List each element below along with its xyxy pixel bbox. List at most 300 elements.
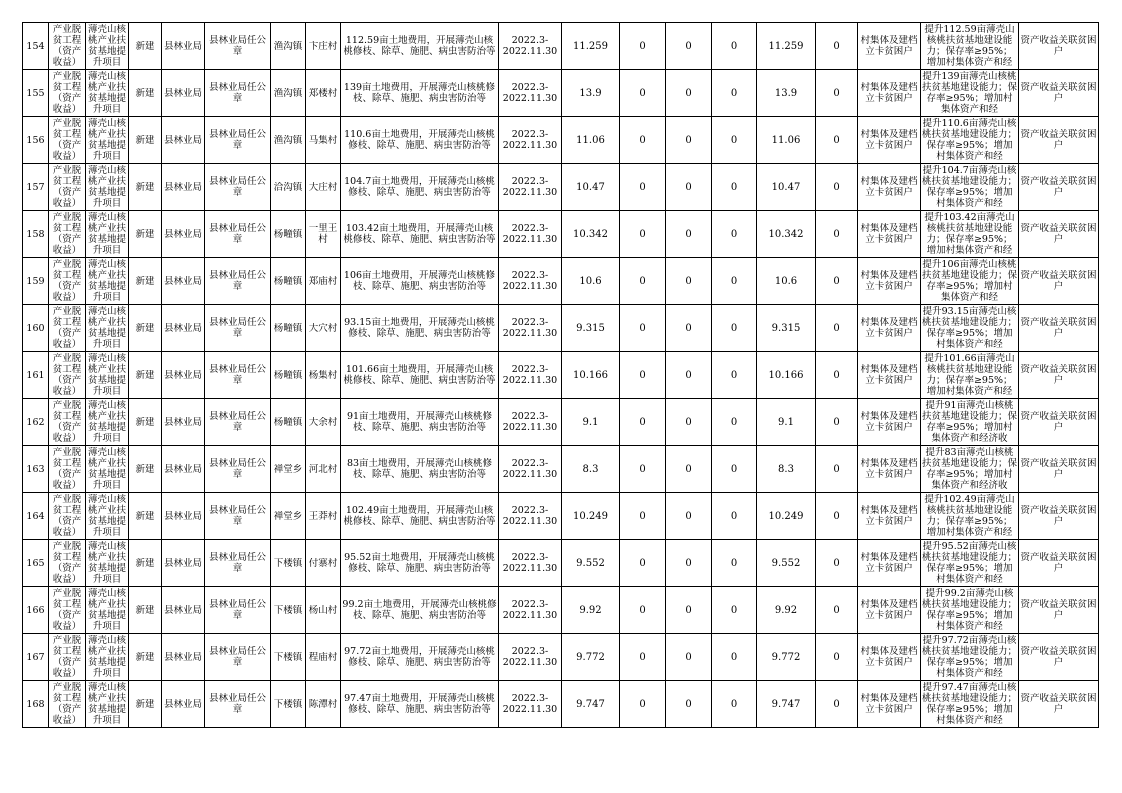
fund-central-cell	[620, 446, 666, 493]
responsible-unit-text: 县林业局	[163, 322, 202, 334]
town-cell	[271, 164, 306, 211]
project-name-cell	[86, 70, 129, 117]
fund-city-text: 0	[730, 369, 738, 381]
fund-province-text: 0	[685, 87, 692, 99]
fund-province-cell	[666, 540, 712, 587]
project-name-text: 薄壳山核桃产业扶贫基地提升项目	[87, 353, 126, 397]
fund-province-cell	[666, 211, 712, 258]
fund-city-cell	[712, 70, 757, 117]
performance-goal-cell	[921, 164, 1019, 211]
project-name-cell	[86, 258, 129, 305]
schedule-text: 2022.3-2022.11.30	[502, 82, 558, 104]
link-mechanism-text: 资产收益关联贫困户	[1020, 646, 1097, 668]
total-fund-cell	[562, 305, 620, 352]
responsible-person-cell	[205, 117, 271, 164]
village-cell	[306, 681, 341, 728]
row-number-text: 157	[26, 181, 45, 193]
village-text: 马集村	[308, 134, 338, 146]
responsible-unit-cell	[162, 681, 205, 728]
build-type-cell	[129, 681, 162, 728]
town-text: 下楼镇	[273, 698, 303, 710]
construction-content-text: 93.15亩土地费用，开展薄壳山核桃修枝、除草、施肥、病虫害防治等	[344, 317, 495, 339]
fund-central-text: 0	[639, 463, 646, 475]
fund-other-text: 0	[833, 181, 840, 193]
link-mechanism-text: 资产收益关联贫困户	[1020, 176, 1097, 198]
performance-goal-cell	[921, 634, 1019, 681]
fund-province-text: 0	[685, 228, 692, 240]
fund-other-cell	[816, 681, 858, 728]
town-text: 杨疃镇	[273, 322, 303, 334]
town-cell	[271, 117, 306, 164]
fund-central-text: 0	[639, 416, 646, 428]
town-cell	[271, 634, 306, 681]
table-row	[23, 399, 1099, 446]
category-text: 产业脱贫工程（资产收益）	[52, 353, 82, 397]
fund-province-cell	[666, 352, 712, 399]
construction-content-text: 99.2亩土地费用，开展薄壳山核桃修枝、除草、施肥、病虫害防治等	[342, 599, 497, 621]
category-cell	[49, 23, 86, 70]
responsible-unit-cell	[162, 258, 205, 305]
fund-province-cell	[666, 258, 712, 305]
schedule-cell	[499, 352, 562, 399]
fund-other-text: 0	[833, 604, 840, 616]
performance-goal-text: 提升101.66亩薄壳山核桃扶贫基地建设能力；保存率≥95%；增加村集体资产和经	[924, 353, 1015, 397]
town-cell	[271, 70, 306, 117]
fund-central-text: 0	[639, 369, 646, 381]
village-cell	[306, 587, 341, 634]
project-name-text: 薄壳山核桃产业扶贫基地提升项目	[87, 400, 126, 444]
responsible-person-text: 县林业局任公章	[208, 82, 266, 104]
fund-other-text: 0	[833, 369, 840, 381]
construction-content-text: 101.66亩土地费用，开展薄壳山核桃修枝、除草、施肥、病虫害防治等	[343, 364, 496, 386]
fund-province-text: 0	[685, 416, 692, 428]
fund-province-text: 0	[685, 557, 692, 569]
fund-province-cell	[666, 587, 712, 634]
project-name-text: 薄壳山核桃产业扶贫基地提升项目	[87, 212, 126, 256]
row-number-cell	[23, 23, 49, 70]
performance-goal-cell	[921, 117, 1019, 164]
build-type-cell	[129, 446, 162, 493]
category-text: 产业脱贫工程（资产收益）	[52, 165, 82, 209]
fund-city-text: 0	[730, 651, 738, 663]
village-cell	[306, 258, 341, 305]
fund-city-cell	[712, 305, 757, 352]
fund-province-cell	[666, 399, 712, 446]
fund-other-cell	[816, 446, 858, 493]
fund-province-cell	[666, 23, 712, 70]
construction-content-cell	[341, 634, 499, 681]
responsible-person-text: 县林业局任公章	[208, 599, 266, 621]
benefit-target-text: 村集体及建档立卡贫困户	[860, 599, 918, 621]
row-number-text: 166	[26, 604, 45, 616]
project-name-text: 薄壳山核桃产业扶贫基地提升项目	[87, 165, 126, 209]
total-fund-cell	[562, 164, 620, 211]
fund-province-cell	[666, 681, 712, 728]
town-cell	[271, 211, 306, 258]
schedule-cell	[499, 399, 562, 446]
performance-goal-cell	[921, 258, 1019, 305]
responsible-person-text: 县林业局任公章	[208, 223, 266, 245]
performance-goal-text: 提升102.49亩薄壳山核桃扶贫基地建设能力；保存率≥95%；增加村集体资产和经	[924, 494, 1015, 538]
village-text: 陈潭村	[308, 698, 338, 710]
fund-province-cell	[666, 164, 712, 211]
construction-content-cell	[341, 352, 499, 399]
performance-goal-cell	[921, 446, 1019, 493]
construction-content-text: 95.52亩土地费用，开展薄壳山核桃修枝、除草、施肥、病虫害防治等	[344, 552, 495, 574]
benefit-target-cell	[858, 164, 921, 211]
fund-other-text: 0	[833, 228, 840, 240]
row-number-cell	[23, 117, 49, 164]
build-type-text: 新建	[135, 181, 155, 193]
village-cell	[306, 23, 341, 70]
schedule-text: 2022.3-2022.11.30	[502, 505, 558, 527]
construction-content-cell	[341, 164, 499, 211]
fund-province-text: 0	[685, 322, 692, 334]
total-fund-text: 11.06	[576, 134, 605, 146]
schedule-cell	[499, 23, 562, 70]
row-number-cell	[23, 211, 49, 258]
benefit-target-text: 村集体及建档立卡贫困户	[860, 223, 918, 245]
schedule-cell	[499, 258, 562, 305]
responsible-unit-cell	[162, 399, 205, 446]
responsible-person-text: 县林业局任公章	[208, 317, 266, 339]
fund-county-cell	[757, 352, 816, 399]
total-fund-cell	[562, 211, 620, 258]
benefit-target-cell	[858, 352, 921, 399]
fund-county-cell	[757, 305, 816, 352]
fund-central-text: 0	[639, 275, 646, 287]
responsible-unit-cell	[162, 23, 205, 70]
responsible-unit-text: 县林业局	[163, 604, 202, 616]
category-cell	[49, 164, 86, 211]
construction-content-cell	[341, 399, 499, 446]
link-mechanism-cell	[1019, 352, 1099, 399]
table-row	[23, 258, 1099, 305]
total-fund-text: 9.747	[576, 698, 605, 710]
table-row	[23, 446, 1099, 493]
link-mechanism-cell	[1019, 164, 1099, 211]
fund-county-cell	[757, 681, 816, 728]
link-mechanism-text: 资产收益关联贫困户	[1020, 364, 1097, 386]
fund-county-text: 11.259	[768, 40, 804, 52]
schedule-text: 2022.3-2022.11.30	[502, 552, 558, 574]
build-type-cell	[129, 352, 162, 399]
fund-county-cell	[757, 446, 816, 493]
benefit-target-text: 村集体及建档立卡贫困户	[860, 646, 918, 668]
benefit-target-text: 村集体及建档立卡贫困户	[860, 552, 918, 574]
build-type-text: 新建	[135, 604, 155, 616]
responsible-person-text: 县林业局任公章	[208, 176, 266, 198]
benefit-target-cell	[858, 211, 921, 258]
build-type-cell	[129, 540, 162, 587]
construction-content-cell	[341, 258, 499, 305]
fund-city-cell	[712, 540, 757, 587]
town-cell	[271, 681, 306, 728]
responsible-person-cell	[205, 164, 271, 211]
village-text: 王莽村	[308, 510, 338, 522]
total-fund-cell	[562, 117, 620, 164]
table-row	[23, 305, 1099, 352]
build-type-cell	[129, 399, 162, 446]
fund-province-cell	[666, 305, 712, 352]
construction-content-text: 97.47亩土地费用，开展薄壳山核桃修枝、除草、施肥、病虫害防治等	[344, 693, 495, 715]
fund-central-cell	[620, 164, 666, 211]
link-mechanism-cell	[1019, 70, 1099, 117]
performance-goal-text: 提升110.6亩薄壳山核桃扶贫基地建设能力；保存率≥95%；增加村集体资产和经	[922, 118, 1017, 162]
link-mechanism-cell	[1019, 399, 1099, 446]
village-text: 付寨村	[308, 557, 338, 569]
fund-central-cell	[620, 493, 666, 540]
fund-city-cell	[712, 164, 757, 211]
category-cell	[49, 493, 86, 540]
fund-central-text: 0	[639, 322, 646, 334]
responsible-person-cell	[205, 681, 271, 728]
row-number-text: 163	[26, 463, 45, 475]
responsible-person-cell	[205, 70, 271, 117]
fund-county-text: 10.6	[774, 275, 798, 287]
link-mechanism-cell	[1019, 211, 1099, 258]
fund-province-text: 0	[685, 181, 692, 193]
fund-central-cell	[620, 681, 666, 728]
project-name-text: 薄壳山核桃产业扶贫基地提升项目	[87, 24, 126, 68]
responsible-person-text: 县林业局任公章	[208, 646, 266, 668]
construction-content-text: 112.59亩土地费用，开展薄壳山核桃修枝、除草、施肥、病虫害防治等	[343, 35, 496, 57]
fund-other-text: 0	[833, 87, 840, 99]
build-type-cell	[129, 164, 162, 211]
category-cell	[49, 258, 86, 305]
village-text: 卞庄村	[308, 40, 338, 52]
responsible-person-cell	[205, 258, 271, 305]
category-cell	[49, 587, 86, 634]
link-mechanism-text: 资产收益关联贫困户	[1020, 129, 1097, 151]
benefit-target-text: 村集体及建档立卡贫困户	[860, 364, 918, 386]
fund-county-text: 9.315	[771, 322, 801, 334]
responsible-unit-text: 县林业局	[163, 557, 202, 569]
benefit-target-cell	[858, 305, 921, 352]
benefit-target-text: 村集体及建档立卡贫困户	[860, 505, 918, 527]
construction-content-text: 102.49亩土地费用，开展薄壳山核桃修枝、除草、施肥、病虫害防治等	[343, 505, 496, 527]
fund-province-cell	[666, 493, 712, 540]
benefit-target-cell	[858, 540, 921, 587]
fund-city-cell	[712, 399, 757, 446]
fund-city-cell	[712, 634, 757, 681]
fund-city-text: 0	[730, 463, 738, 475]
fund-city-text: 0	[730, 416, 738, 428]
schedule-cell	[499, 587, 562, 634]
link-mechanism-cell	[1019, 305, 1099, 352]
responsible-person-cell	[205, 399, 271, 446]
benefit-target-cell	[858, 258, 921, 305]
fund-city-text: 0	[730, 228, 738, 240]
responsible-unit-cell	[162, 634, 205, 681]
fund-county-text: 10.47	[771, 181, 801, 193]
total-fund-text: 9.552	[576, 557, 605, 569]
link-mechanism-cell	[1019, 23, 1099, 70]
category-text: 产业脱贫工程（资产收益）	[52, 306, 82, 350]
link-mechanism-text: 资产收益关联贫困户	[1020, 552, 1097, 574]
category-cell	[49, 634, 86, 681]
build-type-text: 新建	[135, 40, 155, 52]
benefit-target-text: 村集体及建档立卡贫困户	[860, 317, 918, 339]
fund-city-text: 0	[730, 322, 738, 334]
responsible-unit-text: 县林业局	[163, 416, 202, 428]
benefit-target-cell	[858, 493, 921, 540]
row-number-text: 160	[26, 322, 45, 334]
responsible-unit-text: 县林业局	[163, 698, 202, 710]
village-text: 大穴村	[308, 322, 338, 334]
fund-county-cell	[757, 540, 816, 587]
fund-county-cell	[757, 23, 816, 70]
responsible-person-text: 县林业局任公章	[208, 458, 266, 480]
town-text: 洽沟镇	[273, 181, 303, 193]
link-mechanism-text: 资产收益关联贫困户	[1020, 505, 1097, 527]
link-mechanism-text: 资产收益关联贫困户	[1020, 223, 1097, 245]
link-mechanism-text: 资产收益关联贫困户	[1020, 693, 1097, 715]
construction-content-text: 103.42亩土地费用，开展薄壳山核桃修枝、除草、施肥、病虫害防治等	[343, 223, 496, 245]
fund-central-text: 0	[639, 604, 646, 616]
link-mechanism-cell	[1019, 258, 1099, 305]
fund-other-text: 0	[833, 557, 840, 569]
fund-central-text: 0	[639, 40, 646, 52]
village-cell	[306, 399, 341, 446]
total-fund-cell	[562, 540, 620, 587]
category-cell	[49, 352, 86, 399]
build-type-cell	[129, 211, 162, 258]
category-cell	[49, 681, 86, 728]
responsible-person-text: 县林业局任公章	[208, 411, 266, 433]
fund-county-cell	[757, 634, 816, 681]
project-name-cell	[86, 117, 129, 164]
performance-goal-cell	[921, 70, 1019, 117]
town-text: 下楼镇	[273, 604, 303, 616]
fund-central-text: 0	[639, 557, 646, 569]
build-type-cell	[129, 70, 162, 117]
row-number-cell	[23, 258, 49, 305]
row-number-text: 158	[26, 228, 45, 240]
fund-city-text: 0	[730, 134, 738, 146]
benefit-target-cell	[858, 446, 921, 493]
performance-goal-cell	[921, 399, 1019, 446]
row-number-text: 162	[26, 416, 45, 428]
total-fund-cell	[562, 352, 620, 399]
total-fund-text: 9.92	[579, 604, 602, 616]
schedule-cell	[499, 540, 562, 587]
fund-central-cell	[620, 211, 666, 258]
link-mechanism-text: 资产收益关联贫困户	[1020, 458, 1097, 480]
row-number-text: 165	[26, 557, 45, 569]
fund-county-cell	[757, 164, 816, 211]
responsible-unit-text: 县林业局	[163, 134, 202, 146]
fund-other-cell	[816, 305, 858, 352]
benefit-target-text: 村集体及建档立卡贫困户	[860, 35, 918, 57]
benefit-target-text: 村集体及建档立卡贫困户	[860, 129, 918, 151]
fund-province-text: 0	[685, 604, 692, 616]
fund-other-text: 0	[833, 40, 840, 52]
fund-city-cell	[712, 23, 757, 70]
responsible-unit-text: 县林业局	[163, 87, 202, 99]
benefit-target-cell	[858, 117, 921, 164]
performance-goal-cell	[921, 540, 1019, 587]
responsible-person-cell	[205, 211, 271, 258]
fund-other-cell	[816, 587, 858, 634]
project-name-text: 薄壳山核桃产业扶贫基地提升项目	[87, 494, 126, 538]
category-text: 产业脱贫工程（资产收益）	[52, 71, 82, 115]
fund-city-text: 0	[730, 557, 738, 569]
project-name-text: 薄壳山核桃产业扶贫基地提升项目	[87, 447, 126, 491]
performance-goal-text: 提升99.2亩薄壳山核桃扶贫基地建设能力；保存率≥95%；增加村集体资产和经	[922, 588, 1017, 632]
fund-other-cell	[816, 634, 858, 681]
fund-central-text: 0	[639, 134, 646, 146]
fund-county-text: 13.9	[774, 87, 798, 99]
construction-content-cell	[341, 540, 499, 587]
fund-province-cell	[666, 70, 712, 117]
link-mechanism-cell	[1019, 446, 1099, 493]
fund-county-cell	[757, 493, 816, 540]
link-mechanism-text: 资产收益关联贫困户	[1020, 599, 1097, 621]
construction-content-cell	[341, 305, 499, 352]
fund-city-text: 0	[730, 510, 738, 522]
performance-goal-cell	[921, 493, 1019, 540]
table-row	[23, 164, 1099, 211]
build-type-cell	[129, 493, 162, 540]
project-name-cell	[86, 493, 129, 540]
town-text: 下楼镇	[273, 651, 303, 663]
construction-content-text: 106亩土地费用，开展薄壳山核桃修枝、除草、施肥、病虫害防治等	[343, 270, 496, 292]
total-fund-cell	[562, 23, 620, 70]
town-text: 杨疃镇	[273, 416, 303, 428]
fund-county-cell	[757, 117, 816, 164]
village-cell	[306, 540, 341, 587]
responsible-unit-text: 县林业局	[163, 40, 202, 52]
link-mechanism-cell	[1019, 493, 1099, 540]
build-type-text: 新建	[135, 228, 155, 240]
row-number-cell	[23, 305, 49, 352]
project-name-cell	[86, 446, 129, 493]
project-name-text: 薄壳山核桃产业扶贫基地提升项目	[87, 259, 126, 303]
fund-city-cell	[712, 117, 757, 164]
fund-county-text: 8.3	[778, 463, 794, 475]
link-mechanism-text: 资产收益关联贫困户	[1020, 82, 1097, 104]
village-cell	[306, 634, 341, 681]
table-row	[23, 587, 1099, 634]
project-name-cell	[86, 305, 129, 352]
fund-city-text: 0	[730, 40, 738, 52]
total-fund-cell	[562, 446, 620, 493]
responsible-person-cell	[205, 446, 271, 493]
benefit-target-text: 村集体及建档立卡贫困户	[860, 458, 918, 480]
responsible-unit-text: 县林业局	[163, 510, 202, 522]
row-number-cell	[23, 399, 49, 446]
village-cell	[306, 164, 341, 211]
fund-other-cell	[816, 352, 858, 399]
project-name-text: 薄壳山核桃产业扶贫基地提升项目	[87, 71, 126, 115]
performance-goal-cell	[921, 23, 1019, 70]
performance-goal-text: 提升95.52亩薄壳山核桃扶贫基地建设能力；保存率≥95%；增加村集体资产和经	[922, 541, 1017, 585]
fund-county-cell	[757, 399, 816, 446]
fund-city-cell	[712, 681, 757, 728]
fund-other-text: 0	[833, 134, 840, 146]
schedule-cell	[499, 70, 562, 117]
performance-goal-cell	[921, 681, 1019, 728]
responsible-unit-cell	[162, 493, 205, 540]
fund-city-cell	[712, 211, 757, 258]
build-type-text: 新建	[135, 134, 155, 146]
fund-county-cell	[757, 211, 816, 258]
build-type-text: 新建	[135, 557, 155, 569]
build-type-text: 新建	[135, 651, 155, 663]
benefit-target-cell	[858, 634, 921, 681]
construction-content-cell	[341, 70, 499, 117]
